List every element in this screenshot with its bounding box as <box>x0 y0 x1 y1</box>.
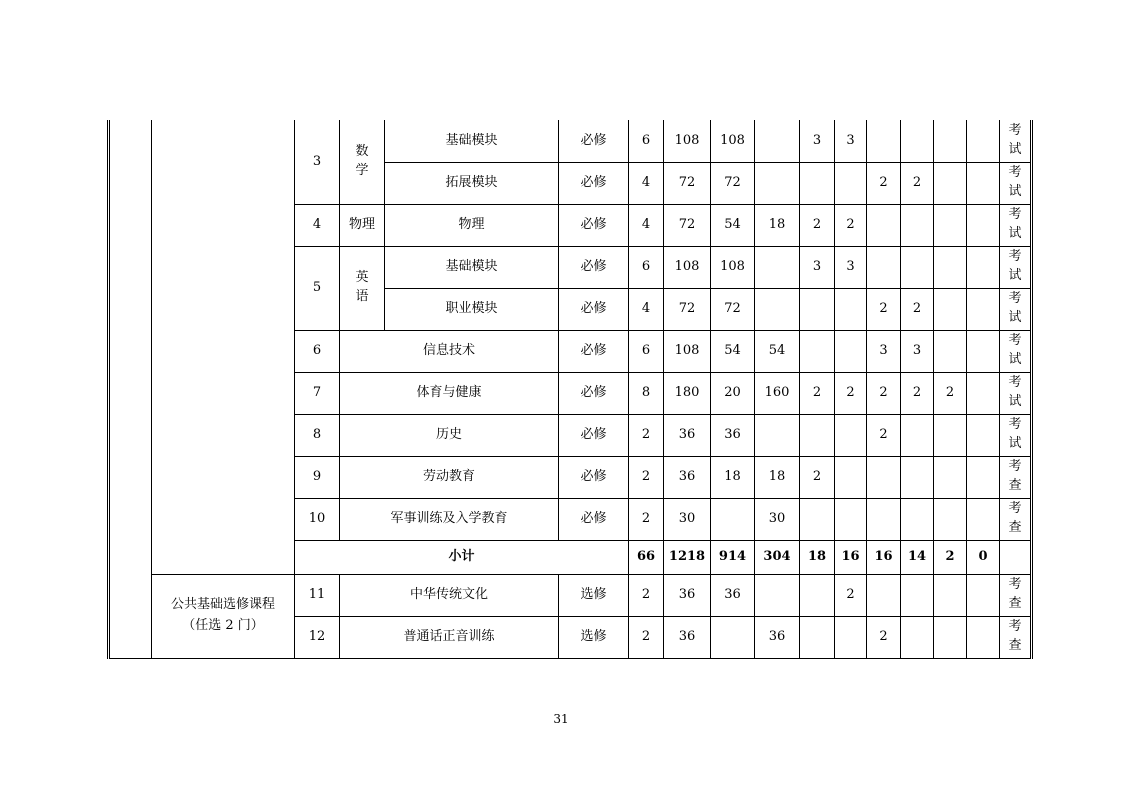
course-type: 必修 <box>559 204 629 246</box>
semester-4-hours <box>901 204 934 246</box>
total-hours: 108 <box>664 120 711 162</box>
course-number: 11 <box>295 574 340 616</box>
semester-1-hours: 2 <box>800 204 835 246</box>
theory-hours: 108 <box>711 246 755 288</box>
semester-3-hours <box>867 120 901 162</box>
semester-2-hours: 3 <box>835 246 867 288</box>
semester-4-hours <box>901 456 934 498</box>
course-number: 3 <box>295 120 340 204</box>
semester-6-hours <box>967 498 1000 540</box>
semester-2-hours: 2 <box>835 574 867 616</box>
course-name: 军事训练及入学教育 <box>340 498 559 540</box>
total-hours: 30 <box>664 498 711 540</box>
semester-2-hours <box>835 498 867 540</box>
semester-4-hours: 2 <box>901 288 934 330</box>
practice-hours: 18 <box>755 204 800 246</box>
course-type: 必修 <box>559 162 629 204</box>
subtotal-semester-2: 16 <box>835 540 867 574</box>
practice-hours: 54 <box>755 330 800 372</box>
semester-4-hours: 2 <box>901 372 934 414</box>
total-hours: 72 <box>664 204 711 246</box>
course-name: 体育与健康 <box>340 372 559 414</box>
subtotal-assessment <box>1000 540 1032 574</box>
subtotal-theory-hours: 914 <box>711 540 755 574</box>
subtotal-semester-6: 0 <box>967 540 1000 574</box>
theory-hours: 54 <box>711 204 755 246</box>
practice-hours <box>755 574 800 616</box>
course-name: 劳动教育 <box>340 456 559 498</box>
semester-5-hours <box>934 330 967 372</box>
course-type: 必修 <box>559 120 629 162</box>
credits: 4 <box>629 204 664 246</box>
semester-2-hours <box>835 162 867 204</box>
semester-4-hours <box>901 414 934 456</box>
course-number: 4 <box>295 204 340 246</box>
semester-4-hours: 2 <box>901 162 934 204</box>
course-number: 12 <box>295 616 340 658</box>
semester-1-hours <box>800 162 835 204</box>
practice-hours: 36 <box>755 616 800 658</box>
course-name: 中华传统文化 <box>340 574 559 616</box>
semester-1-hours: 2 <box>800 456 835 498</box>
course-number: 5 <box>295 246 340 330</box>
semester-6-hours <box>967 574 1000 616</box>
total-hours: 108 <box>664 330 711 372</box>
table-row <box>109 120 1032 162</box>
assessment-method: 考试 <box>1000 120 1032 162</box>
theory-hours: 20 <box>711 372 755 414</box>
credits: 2 <box>629 616 664 658</box>
subject-name: 英语 <box>340 246 385 330</box>
semester-4-hours <box>901 498 934 540</box>
semester-5-hours <box>934 288 967 330</box>
theory-hours <box>711 498 755 540</box>
theory-hours: 18 <box>711 456 755 498</box>
assessment-method: 考试 <box>1000 246 1032 288</box>
semester-5-hours <box>934 162 967 204</box>
practice-hours <box>755 246 800 288</box>
course-name: 历史 <box>340 414 559 456</box>
assessment-method: 考查 <box>1000 616 1032 658</box>
subtotal-semester-5: 2 <box>934 540 967 574</box>
semester-6-hours <box>967 456 1000 498</box>
semester-2-hours <box>835 330 867 372</box>
semester-6-hours <box>967 372 1000 414</box>
subtotal-total-hours: 1218 <box>664 540 711 574</box>
semester-2-hours: 2 <box>835 204 867 246</box>
semester-3-hours: 2 <box>867 162 901 204</box>
semester-2-hours <box>835 414 867 456</box>
semester-2-hours <box>835 288 867 330</box>
semester-3-hours: 3 <box>867 330 901 372</box>
semester-6-hours <box>967 162 1000 204</box>
semester-5-hours <box>934 574 967 616</box>
semester-2-hours <box>835 616 867 658</box>
course-type: 选修 <box>559 616 629 658</box>
semester-4-hours: 3 <box>901 330 934 372</box>
subtotal-label: 小计 <box>295 540 629 574</box>
semester-3-hours <box>867 246 901 288</box>
table-row <box>109 574 1032 616</box>
semester-1-hours <box>800 574 835 616</box>
semester-6-hours <box>967 120 1000 162</box>
semester-2-hours: 3 <box>835 120 867 162</box>
semester-5-hours <box>934 498 967 540</box>
semester-5-hours <box>934 414 967 456</box>
semester-3-hours <box>867 574 901 616</box>
course-number: 9 <box>295 456 340 498</box>
elective-group-label: 公共基础选修课程 （任选 2 门） <box>152 574 295 658</box>
credits: 6 <box>629 246 664 288</box>
module-name: 物理 <box>385 204 559 246</box>
practice-hours: 30 <box>755 498 800 540</box>
semester-6-hours <box>967 246 1000 288</box>
subject-name: 数学 <box>340 120 385 204</box>
semester-3-hours <box>867 456 901 498</box>
total-hours: 72 <box>664 162 711 204</box>
semester-6-hours <box>967 288 1000 330</box>
page-number: 31 <box>553 712 569 726</box>
practice-hours <box>755 288 800 330</box>
semester-6-hours <box>967 330 1000 372</box>
credits: 6 <box>629 330 664 372</box>
total-hours: 108 <box>664 246 711 288</box>
course-type: 必修 <box>559 246 629 288</box>
theory-hours: 36 <box>711 574 755 616</box>
assessment-method: 考试 <box>1000 162 1032 204</box>
assessment-method: 考查 <box>1000 574 1032 616</box>
semester-4-hours <box>901 574 934 616</box>
total-hours: 180 <box>664 372 711 414</box>
total-hours: 72 <box>664 288 711 330</box>
module-name: 基础模块 <box>385 246 559 288</box>
total-hours: 36 <box>664 456 711 498</box>
assessment-method: 考查 <box>1000 456 1032 498</box>
semester-3-hours <box>867 204 901 246</box>
assessment-method: 考试 <box>1000 372 1032 414</box>
course-type: 选修 <box>559 574 629 616</box>
practice-hours <box>755 162 800 204</box>
total-hours: 36 <box>664 616 711 658</box>
semester-4-hours <box>901 616 934 658</box>
practice-hours <box>755 414 800 456</box>
subtotal-semester-3: 16 <box>867 540 901 574</box>
course-type: 必修 <box>559 288 629 330</box>
semester-5-hours <box>934 456 967 498</box>
subject-name: 物理 <box>340 204 385 246</box>
theory-hours: 108 <box>711 120 755 162</box>
credits: 4 <box>629 162 664 204</box>
credits: 2 <box>629 456 664 498</box>
semester-3-hours: 2 <box>867 616 901 658</box>
semester-2-hours <box>835 456 867 498</box>
group-column-cell <box>152 120 295 574</box>
credits: 4 <box>629 288 664 330</box>
semester-5-hours: 2 <box>934 372 967 414</box>
course-number: 6 <box>295 330 340 372</box>
semester-5-hours <box>934 204 967 246</box>
assessment-method: 考试 <box>1000 414 1032 456</box>
course-number: 10 <box>295 498 340 540</box>
credits: 8 <box>629 372 664 414</box>
curriculum-table <box>107 120 1033 659</box>
course-type: 必修 <box>559 330 629 372</box>
semester-6-hours <box>967 414 1000 456</box>
module-name: 基础模块 <box>385 120 559 162</box>
credits: 2 <box>629 498 664 540</box>
theory-hours: 72 <box>711 288 755 330</box>
subtotal-practice-hours: 304 <box>755 540 800 574</box>
theory-hours: 72 <box>711 162 755 204</box>
semester-5-hours <box>934 616 967 658</box>
module-name: 职业模块 <box>385 288 559 330</box>
semester-1-hours <box>800 414 835 456</box>
semester-5-hours <box>934 246 967 288</box>
course-number: 8 <box>295 414 340 456</box>
practice-hours: 160 <box>755 372 800 414</box>
practice-hours: 18 <box>755 456 800 498</box>
practice-hours <box>755 120 800 162</box>
category-column-cell <box>109 120 152 658</box>
credits: 6 <box>629 120 664 162</box>
course-type: 必修 <box>559 372 629 414</box>
subtotal-semester-1: 18 <box>800 540 835 574</box>
semester-6-hours <box>967 616 1000 658</box>
semester-1-hours <box>800 616 835 658</box>
semester-1-hours: 3 <box>800 246 835 288</box>
semester-3-hours <box>867 498 901 540</box>
course-type: 必修 <box>559 414 629 456</box>
semester-6-hours <box>967 204 1000 246</box>
semester-3-hours: 2 <box>867 288 901 330</box>
subtotal-credits: 66 <box>629 540 664 574</box>
semester-1-hours: 3 <box>800 120 835 162</box>
assessment-method: 考试 <box>1000 204 1032 246</box>
total-hours: 36 <box>664 574 711 616</box>
semester-5-hours <box>934 120 967 162</box>
theory-hours <box>711 616 755 658</box>
semester-4-hours <box>901 246 934 288</box>
theory-hours: 54 <box>711 330 755 372</box>
subtotal-semester-4: 14 <box>901 540 934 574</box>
credits: 2 <box>629 414 664 456</box>
course-type: 必修 <box>559 456 629 498</box>
semester-3-hours: 2 <box>867 372 901 414</box>
semester-1-hours: 2 <box>800 372 835 414</box>
semester-1-hours <box>800 330 835 372</box>
assessment-method: 考试 <box>1000 330 1032 372</box>
assessment-method: 考试 <box>1000 288 1032 330</box>
semester-3-hours: 2 <box>867 414 901 456</box>
course-name: 信息技术 <box>340 330 559 372</box>
module-name: 拓展模块 <box>385 162 559 204</box>
course-name: 普通话正音训练 <box>340 616 559 658</box>
semester-1-hours <box>800 288 835 330</box>
course-number: 7 <box>295 372 340 414</box>
credits: 2 <box>629 574 664 616</box>
semester-2-hours: 2 <box>835 372 867 414</box>
assessment-method: 考查 <box>1000 498 1032 540</box>
semester-4-hours <box>901 120 934 162</box>
semester-1-hours <box>800 498 835 540</box>
course-type: 必修 <box>559 498 629 540</box>
total-hours: 36 <box>664 414 711 456</box>
theory-hours: 36 <box>711 414 755 456</box>
